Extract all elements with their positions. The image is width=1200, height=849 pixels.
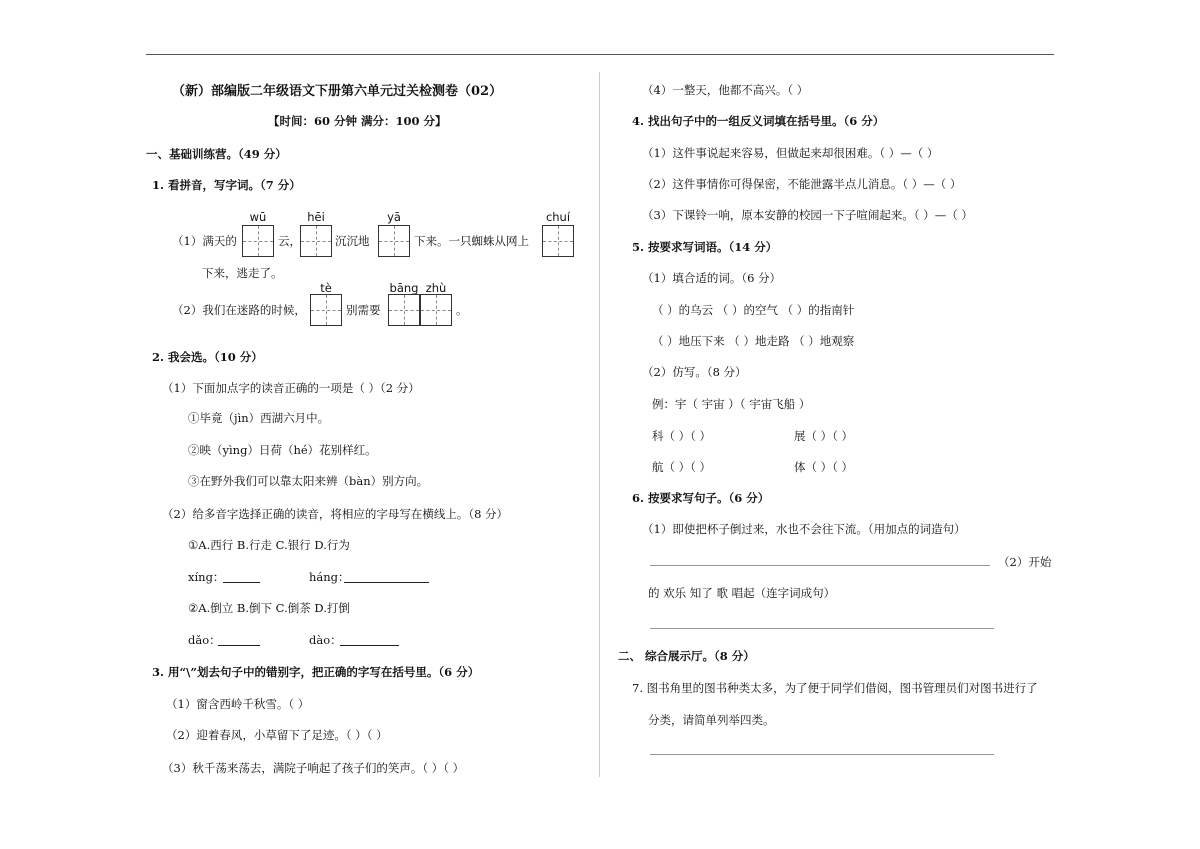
q5-ti: 体（ ）（ ）: [794, 460, 854, 474]
q1-heading: 1. 看拼音，写字词。（7 分）: [152, 178, 301, 192]
answer-line-xing[interactable]: [223, 582, 260, 583]
q2-sub2: （2）给多音字选择正确的读音，将相应的字母写在横线上。（8 分）: [162, 507, 509, 521]
q5-row-2: （ ）地压下来 （ ）地走路 （ ）地观察: [652, 334, 855, 348]
q4-line-3: （3）下课铃一响，原本安静的校园一下子喧闹起来。（ ）—（ ）: [642, 208, 973, 222]
q5-sub2: （2）仿写。（8 分）: [642, 365, 747, 379]
char-box-wu[interactable]: [242, 225, 274, 257]
answer-line-q6-1[interactable]: [650, 565, 990, 566]
q6-line-1: （1）即使把杯子倒过来，水也不会往下流。（用加点的词造句）: [642, 522, 966, 536]
subtitle: 【时间：60 分钟 满分：100 分】: [268, 114, 447, 128]
q5-zhan: 展（ ）（ ）: [794, 429, 854, 443]
q2-option-2: ②映（yìng）日荷（hé）花别样红。: [188, 443, 377, 457]
top-rule: [146, 54, 1054, 55]
q7-line-2: 分类，请简单列举四类。: [648, 713, 775, 727]
q2-option-3: ③在野外我们可以靠太阳来辨（bàn）别方向。: [188, 474, 429, 488]
q6-line-2b: 的 欢乐 知了 歌 唱起（连字词成句）: [648, 586, 836, 600]
q5-hang: 航（ ）（ ）: [652, 460, 712, 474]
answer-line-dao4[interactable]: [340, 645, 399, 646]
q6-line-2a: （2）开始: [998, 555, 1052, 569]
char-box-bang[interactable]: [388, 294, 420, 326]
label-dao3: dǎo：: [188, 633, 221, 647]
label-xing: xíng：: [188, 570, 225, 584]
char-box-te[interactable]: [310, 294, 342, 326]
q2-heading: 2. 我会选。（10 分）: [152, 350, 263, 364]
q4-heading: 4. 找出句子中的一组反义词填在括号里。（6 分）: [632, 114, 885, 128]
q1-l1-c: 沉沉地: [335, 234, 370, 248]
q5-example: 例：宇（ 宇宙 ）（ 宇宙飞船 ）: [652, 397, 811, 411]
pinyin-te: tè: [320, 281, 332, 295]
label-dao4: dào：: [309, 633, 342, 647]
q5-ke: 科（ ）（ ）: [652, 429, 712, 443]
q3-sentence-3: （3）秋千荡来荡去，满院子响起了孩子们的笑声。（ ）（ ）: [162, 761, 465, 775]
q2-option-1: ①毕竟（jìn）西湖六月中。: [188, 411, 330, 425]
char-box-chui[interactable]: [542, 225, 574, 257]
q2-sub1: （1）下面加点字的读音正确的一项是（ ）（2 分）: [162, 381, 420, 395]
answer-line-hang[interactable]: [344, 582, 429, 583]
q4-line-1: （1）这件事说起来容易，但做起来却很困难。（ ）—（ ）: [642, 146, 939, 160]
q2-group-2: ②A.倒立 B.倒下 C.倒茶 D.打倒: [188, 601, 350, 615]
answer-line-q7[interactable]: [650, 754, 994, 755]
pinyin-zhu: zhù: [425, 281, 447, 295]
q3-sentence-2: （2）迎着春风，小草留下了足迹。（ ）（ ）: [166, 728, 388, 742]
answer-line-dao3[interactable]: [218, 645, 260, 646]
q1-l1-b: 云，: [278, 234, 301, 248]
q3-sentence-4: （4）一整天，他都不高兴。（ ）: [642, 83, 809, 97]
q5-heading: 5. 按要求写词语。（14 分）: [632, 240, 778, 254]
q6-heading: 6. 按要求写句子。（6 分）: [632, 491, 770, 505]
label-hang: háng：: [309, 570, 350, 584]
q5-sub1: （1）填合适的词。（6 分）: [642, 271, 782, 285]
part2-heading: 二、 综合展示厅。（8 分）: [618, 649, 755, 663]
pinyin-hei: hēi: [307, 210, 325, 224]
q1-l1-e: 下来，逃走了。: [202, 266, 283, 280]
q1-l2-c: 。: [456, 303, 468, 317]
q7-line-1: 7. 图书角里的图书种类太多，为了便于同学们借阅，图书管理员们对图书进行了: [632, 681, 1038, 695]
page-title: （新）部编版二年级语文下册第六单元过关检测卷（02）: [172, 84, 503, 99]
q3-heading: 3. 用“\”划去句子中的错别字，把正确的字写在括号里。（6 分）: [152, 665, 480, 679]
q1-l1-d: 下来。一只蜘蛛从网上: [414, 234, 529, 248]
pinyin-bang: bāng: [389, 281, 419, 295]
q1-l2-b: 别需要: [346, 303, 381, 317]
q3-sentence-1: （1）窗含西岭千秋雪。（ ）: [166, 697, 310, 711]
part1-heading: 一、基础训练营。（49 分）: [146, 147, 287, 161]
q1-l2-a: （2）我们在迷路的时候，: [172, 303, 306, 317]
q5-row-1: （ ）的乌云 （ ）的空气 （ ）的指南针: [652, 303, 855, 317]
q4-line-2: （2）这件事情你可得保密，不能泄露半点儿消息。（ ）—（ ）: [642, 177, 962, 191]
pinyin-wu: wū: [249, 210, 267, 224]
pinyin-chui: chuí: [545, 210, 571, 224]
char-box-hei[interactable]: [300, 225, 332, 257]
answer-line-q6-2[interactable]: [650, 628, 994, 629]
q2-group-1: ①A.西行 B.行走 C.银行 D.行为: [188, 538, 350, 552]
pinyin-ya: yā: [387, 210, 401, 224]
column-divider: [599, 72, 600, 777]
q1-l1-a: （1）满天的: [172, 234, 237, 248]
char-box-ya[interactable]: [378, 225, 410, 257]
char-box-zhu[interactable]: [420, 294, 452, 326]
